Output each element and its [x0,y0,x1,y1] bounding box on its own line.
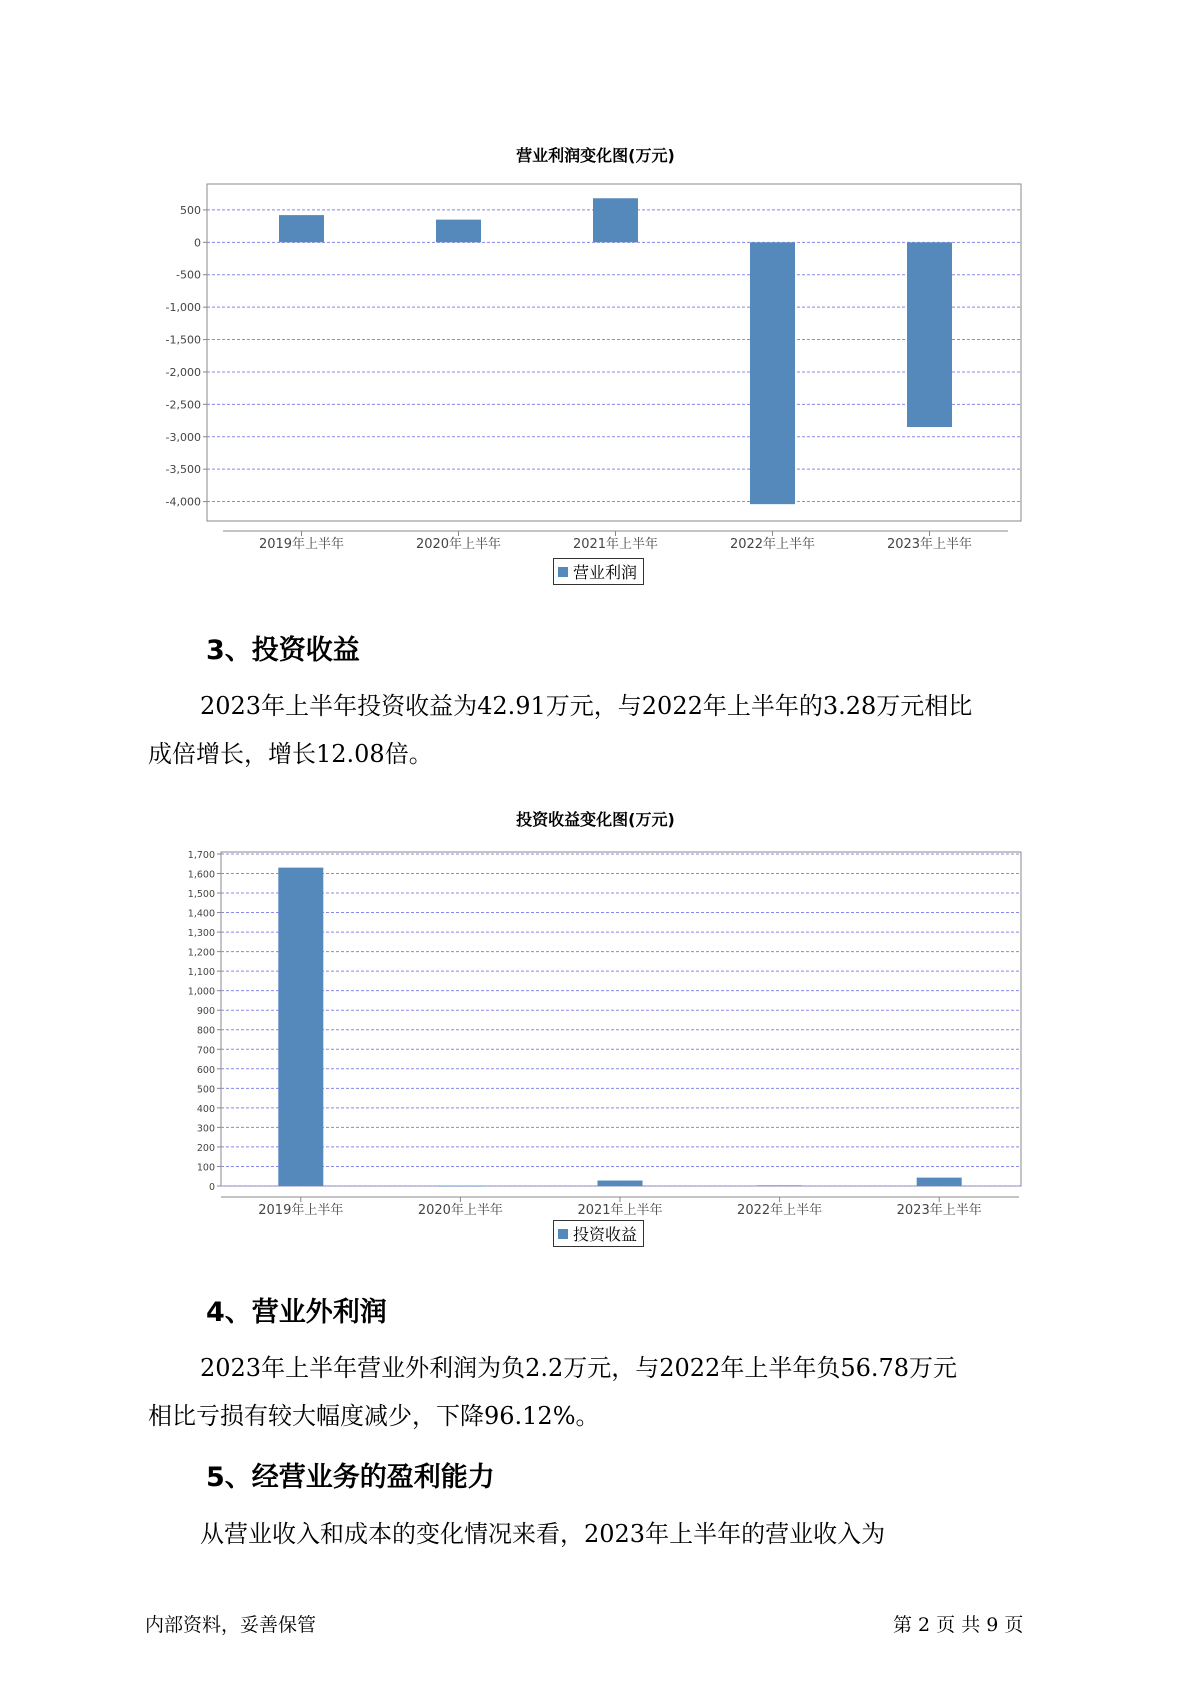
y-tick-label: 1,700 [187,849,215,861]
y-tick-label: 1,200 [187,947,215,959]
y-tick-label: 0 [194,236,201,250]
chart-2-title: 投资收益变化图(万元) [516,810,675,829]
y-tick-label: 100 [196,1162,215,1174]
bar [279,215,324,242]
y-tick-label: -1,000 [165,301,201,315]
operating-profit-chart [0,160,1191,552]
section-5-heading: 5、经营业务的盈利能力 [206,1462,495,1493]
y-tick-label: 300 [196,1123,215,1135]
y-tick-label: 1,100 [187,967,215,979]
section-3-heading: 3、投资收益 [206,635,360,666]
investment-income-chart [0,826,1191,1216]
y-tick-label: 1,400 [187,908,215,920]
paragraph-line: 成倍增长，增长12.08倍。 [148,740,433,768]
bar [598,1181,643,1186]
x-tick-label: 2020年上半年 [415,537,502,552]
section-4-paragraph [148,1344,1068,1440]
y-tick-label: 800 [196,1025,215,1037]
chart-2-legend [553,1220,644,1247]
y-tick-label: 700 [196,1045,215,1057]
bar [438,1186,483,1187]
y-tick-label: 500 [196,1084,215,1096]
chart-1-title: 营业利润变化图(万元) [516,146,675,165]
paragraph-line: 相比亏损有较大幅度减少，下降96.12%。 [148,1402,600,1430]
bar [917,1178,962,1186]
y-tick-label: -4,000 [165,495,201,509]
y-tick-label: 600 [196,1064,215,1076]
plot-frame [221,852,1021,1186]
section-4-heading: 4、营业外利润 [206,1297,387,1328]
bar [907,242,952,427]
x-tick-label: 2023年上半年 [896,1203,982,1218]
y-tick-label: 900 [196,1006,215,1018]
y-tick-label: 0 [208,1182,215,1193]
legend-swatch-icon [558,567,568,577]
y-tick-label: 200 [196,1142,215,1154]
legend-swatch-icon [558,1229,568,1239]
x-tick-label: 2021年上半年 [577,1203,663,1218]
x-tick-label: 2022年上半年 [737,1203,823,1218]
x-tick-label: 2021年上半年 [572,537,659,552]
y-tick-label: -1,500 [165,333,201,347]
paragraph-line: 2023年上半年营业外利润为负2.2万元，与2022年上半年负56.78万元 [200,1354,958,1382]
bar [593,198,638,242]
paragraph-line: 2023年上半年投资收益为42.91万元，与2022年上半年的3.28万元相比 [200,692,973,720]
y-tick-label: -2,500 [165,398,201,412]
y-tick-label: 1,500 [187,889,215,901]
y-tick-label: 1,600 [187,869,215,881]
chart-1-legend [553,558,644,585]
y-tick-label: 500 [180,203,201,217]
y-tick-label: -3,500 [165,463,201,477]
bar [278,868,323,1186]
y-tick-label: -3,000 [165,430,201,444]
section-3-paragraph [148,682,1068,778]
paragraph-line: 从营业收入和成本的变化情况来看，2023年上半年的营业收入为 [200,1520,886,1548]
y-tick-label: -2,000 [165,365,201,379]
page-number: 第 2 页 共 9 页 [893,1614,1024,1636]
legend-label: 投资收益 [573,1225,638,1244]
section-5-paragraph [148,1510,1068,1558]
x-tick-label: 2023年上半年 [886,537,973,552]
y-tick-label: 1,300 [187,928,215,940]
x-tick-label: 2022年上半年 [729,537,816,552]
y-tick-label: -500 [176,268,201,282]
bar [750,242,795,504]
x-tick-label: 2019年上半年 [258,537,345,552]
y-tick-label: 400 [196,1103,215,1115]
x-tick-label: 2019年上半年 [258,1203,344,1218]
y-tick-label: 1,000 [187,986,215,998]
legend-label: 营业利润 [573,563,638,582]
bar [436,220,481,243]
x-tick-label: 2020年上半年 [417,1203,503,1218]
footer-note: 内部资料，妥善保管 [145,1614,317,1636]
bar [757,1185,802,1186]
